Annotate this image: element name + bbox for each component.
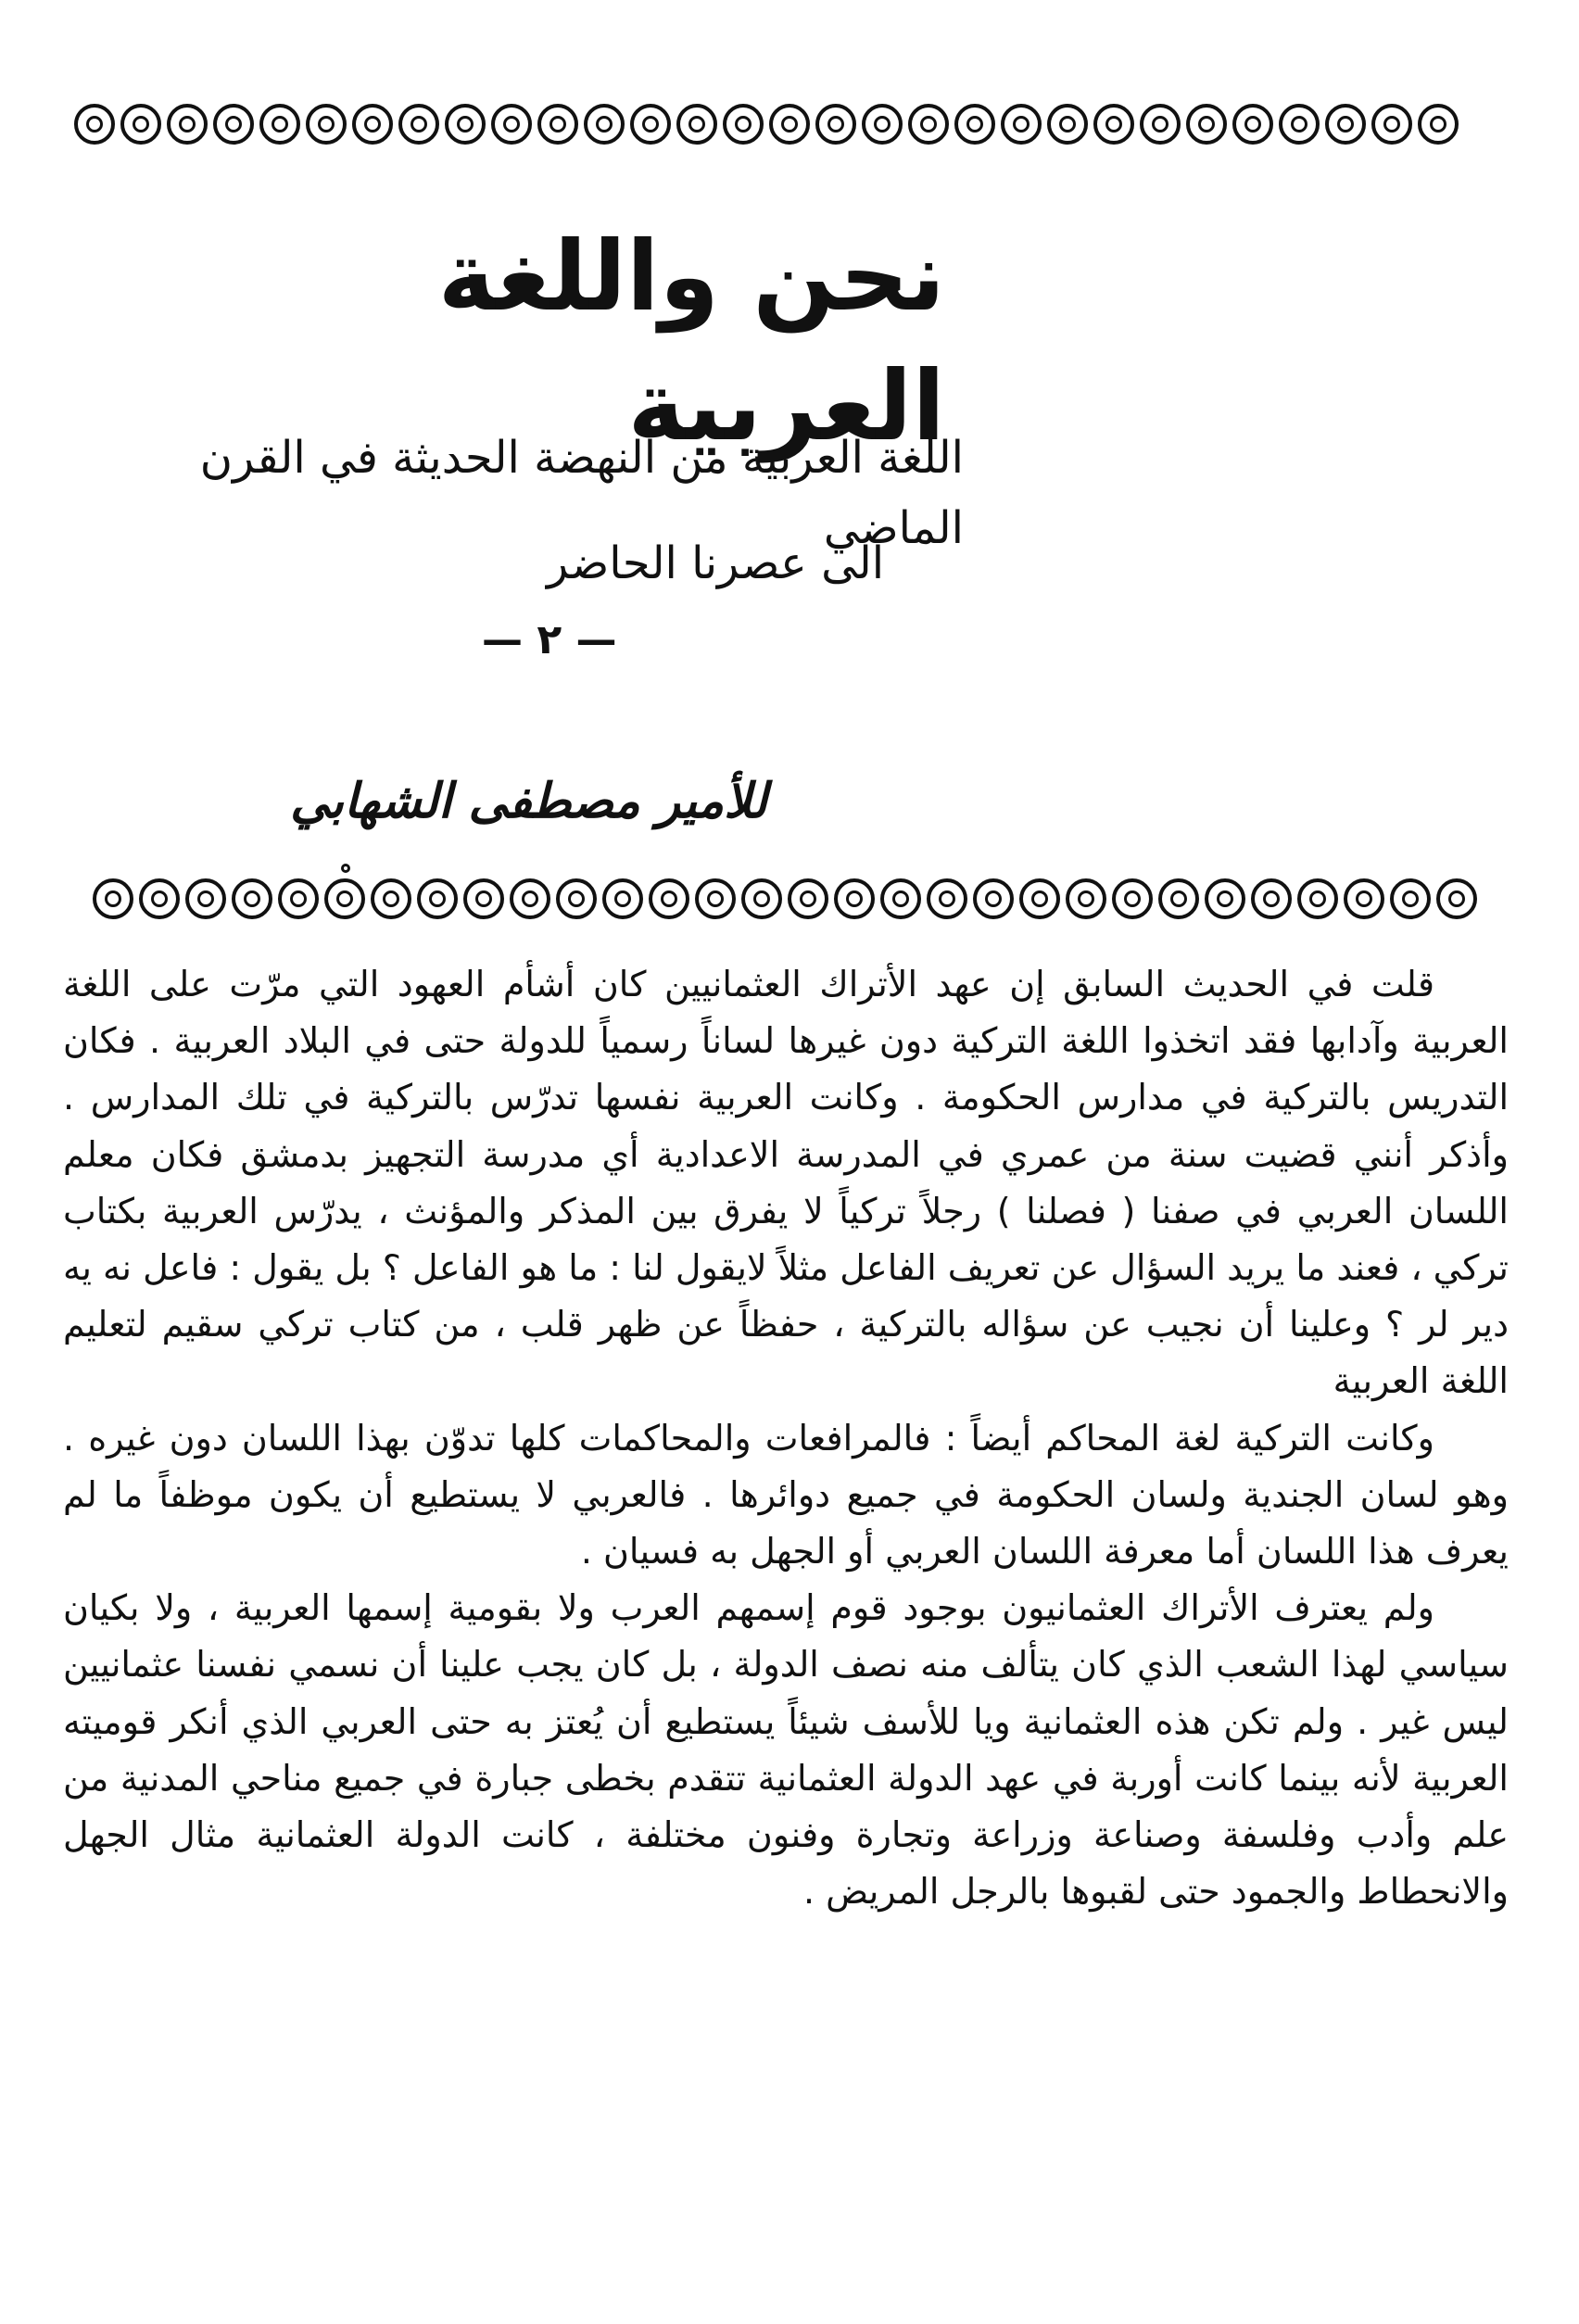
ring-ornament-icon	[649, 878, 689, 919]
bottom-ornament-border	[93, 878, 1477, 919]
ring-ornament-icon	[1019, 878, 1060, 919]
ring-ornament-icon	[584, 104, 625, 145]
article-subtitle-line-1: اللغة العربية من النهضة الحديثة في القرن الماضي	[199, 432, 964, 554]
ring-ornament-icon	[537, 104, 578, 145]
ring-ornament-icon	[491, 104, 532, 145]
article-body	[63, 956, 1509, 1920]
ring-ornament-icon	[1140, 104, 1181, 145]
ring-ornament-icon	[306, 104, 347, 145]
ring-ornament-icon	[556, 878, 597, 919]
ring-ornament-icon	[1112, 878, 1153, 919]
ring-ornament-icon	[834, 878, 875, 919]
ring-ornament-icon	[973, 878, 1014, 919]
ring-ornament-icon	[1066, 878, 1106, 919]
ring-ornament-icon	[232, 878, 272, 919]
ring-ornament-icon	[417, 878, 458, 919]
ring-ornament-icon	[1371, 104, 1412, 145]
part-number: — ٢ —	[482, 616, 617, 663]
ring-ornament-icon	[769, 104, 810, 145]
ring-ornament-icon	[259, 104, 300, 145]
ring-ornament-icon	[602, 878, 643, 919]
ring-ornament-icon	[815, 104, 856, 145]
ring-ornament-icon	[1436, 878, 1477, 919]
ring-ornament-icon	[1344, 878, 1384, 919]
ring-ornament-icon	[1001, 104, 1042, 145]
paragraph: ولم يعترف الأتراك العثمانيون بوجود قوم إسمهم العرب ولا بقومية إسمها العربية ، ولا بكيان سياسي لهذا الشعب الذي كان يتألف منه نصف الدولة ، بل كان يجب علينا أن نسمي نفسنا عثمانيين ليس غير . ولم تكن هذه العثمانية ويا للأسف شيئاً يستطيع أن يُعتز به حتى العربي الذي أنكر قوميته العربية لأنه بينما كانت أوربة في عهد الدولة العثمانية تتقدم بخطى جبارة في جميع مناحي المدنية من علم وأدب وفلسفة وصناعة وزراعة وتجارة وفنون مختلفة ، كانت الدولة العثمانية مثال الجهل والانحطاط والجمود حتى لقبوها بالرجل المريض .	[63, 1587, 1509, 1913]
ring-ornament-icon	[120, 104, 161, 145]
ring-ornament-icon	[371, 878, 411, 919]
ring-ornament-icon	[1251, 878, 1292, 919]
ring-ornament-icon	[510, 878, 550, 919]
ring-ornament-icon	[1232, 104, 1273, 145]
ring-ornament-icon	[1158, 878, 1199, 919]
ring-ornament-icon	[1279, 104, 1320, 145]
ring-ornament-icon	[723, 104, 764, 145]
author-byline: للأمير مصطفى الشهابي	[290, 774, 767, 829]
ring-ornament-icon	[213, 104, 254, 145]
paragraph: قلت في الحديث السابق إن عهد الأتراك العثمانيين كان أشأم العهود التي مرّت على اللغة العربية وآدابها فقد اتخذوا اللغة التركية دون غيرها لساناً رسمياً للدولة حتى في البلاد العربية . فكان التدريس بالتركية في مدارس الحكومة . وكانت العربية نفسها تدرّس بالتركية في تلك المدارس . وأذكر أنني قضيت سنة من عمري في المدرسة الاعدادية أي مدرسة التجهيز بدمشق فكان معلم اللسان العربي في صفنا ( فصلنا ) رجلاً تركياً لا يفرق بين المذكر والمؤنث ، يدرّس العربية بكتاب تركي ، فعند ما يريد السؤال عن تعريف الفاعل مثلاً لايقول لنا : ما هو الفاعل ؟ بل يقول : فاعل نه يه دير لر ؟ وعلينا أن نجيب عن سؤاله بالتركية ، حفظاً عن ظهر قلب ، من كتاب تركي سقيم لتعليم اللغة العربية	[63, 964, 1509, 1402]
ring-ornament-icon	[278, 878, 319, 919]
ring-ornament-icon	[1390, 878, 1431, 919]
ring-ornament-icon	[74, 104, 115, 145]
ring-ornament-icon	[463, 878, 504, 919]
ring-ornament-icon	[93, 878, 133, 919]
ring-ornament-icon	[1418, 104, 1459, 145]
ring-ornament-icon	[788, 878, 828, 919]
ring-ornament-icon	[676, 104, 717, 145]
article-title: نحن واللغة العربية	[437, 220, 945, 462]
ring-ornament-icon	[1297, 878, 1338, 919]
article-subtitle-line-2: الى عصرنا الحاضر	[547, 537, 885, 589]
paragraph: وكانت التركية لغة المحاكم أيضاً : فالمرافعات والمحاكمات كلها تدوّن بهذا اللسان دون غيره . وهو لسان الجندية ولسان الحكومة في جميع دوائرها . فالعربي لا يستطيع أن يكون موظفاً ما لم يعرف هذا اللسان أما معرفة اللسان العربي أو الجهل به فسيان .	[63, 1417, 1509, 1572]
ring-ornament-icon	[139, 878, 180, 919]
ring-ornament-icon	[1093, 104, 1134, 145]
ring-ornament-icon	[324, 878, 365, 919]
ring-ornament-icon	[954, 104, 995, 145]
ring-ornament-icon	[167, 104, 208, 145]
ring-ornament-icon	[1205, 878, 1245, 919]
ring-ornament-icon	[352, 104, 393, 145]
top-ornament-border	[74, 104, 1459, 145]
ring-ornament-icon	[1325, 104, 1366, 145]
ring-ornament-icon	[862, 104, 903, 145]
ring-ornament-icon	[1186, 104, 1227, 145]
ring-ornament-icon	[927, 878, 967, 919]
ring-ornament-icon	[398, 104, 439, 145]
ring-ornament-icon	[445, 104, 486, 145]
ring-ornament-icon	[908, 104, 949, 145]
ring-ornament-icon	[741, 878, 782, 919]
ring-ornament-icon	[880, 878, 921, 919]
ring-ornament-icon	[1047, 104, 1088, 145]
ring-ornament-icon	[185, 878, 226, 919]
ring-ornament-icon	[695, 878, 736, 919]
ring-ornament-icon	[630, 104, 671, 145]
